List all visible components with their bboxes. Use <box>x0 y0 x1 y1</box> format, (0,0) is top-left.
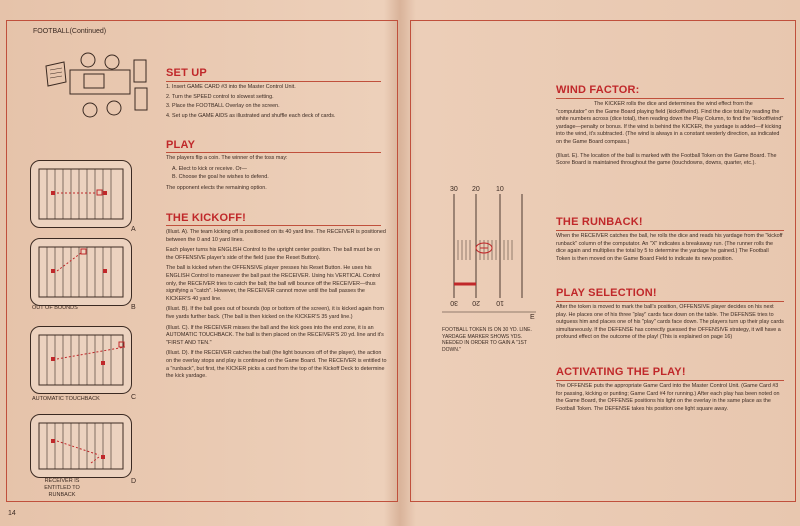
illustration-d-letter: D <box>131 478 137 485</box>
kickoff-heading: THE KICKOFF! <box>166 212 247 224</box>
wind-heading: WIND FACTOR: <box>556 84 640 96</box>
kickoff-para-5: (Illust. C). If the RECEIVER misses the ball and the kick goes into the end zone, it is an AUTOMATIC TOUCHBACK. The ball is then placed on the RECEIVER'S 20 yd. line and it's "FIRST AND TEN." <box>166 324 384 346</box>
board-bottom-10: 10 <box>496 299 504 306</box>
setup-illustration <box>40 40 150 128</box>
kickoff-para-2: Each player turns his ENGLISH Control to the upright center position. The ball must be on the OFFENSIVE player's side of the field (use the Reset Button). <box>166 247 381 261</box>
kickoff-rule <box>166 225 381 226</box>
wind-rule <box>556 98 784 99</box>
runback-rule <box>556 230 784 231</box>
illustration-b-caption: OUT OF BOUNDS <box>32 305 78 311</box>
play-option-a: A. Elect to kick or receive. Or— <box>172 165 247 172</box>
board-caption: FOOTBALL TOKEN IS ON 30 YD. LINE. YARDAGE MARKER SHOWS YDS. NEEDED IN ORDER TO GAIN A "1ST DOWN." <box>442 327 532 353</box>
kickoff-para-3: The ball is kicked when the OFFENSIVE player presses his Reset Button. He uses his ENGLISH Control to maneuver the ball past the RECEIVER. Using his VERTICAL Control only, the RECEIVER tries to catch the ball; the ball will bounce off the RECEIVER—thus signifying a "catch". However, the RECEIVER cannot move until the ball passes the KICKER'S 40 yard line. <box>166 265 381 302</box>
play-heading: PLAY <box>166 139 196 151</box>
left-page <box>0 0 398 526</box>
setup-step-4: 4. Set up the GAME AIDS as illustrated and shuffle each deck of cards. <box>166 112 336 119</box>
wind-paragraph: The KICKER rolls the dice and determines the wind effect from the "computator" on the Game Board playing field (kickoff/wind). Find the dice total by reading the white numbers across (dice total), then reading down the Play Column, to find the "kickoff/wind" yardage—penalty or bonus. If the wind is behind the KICKER, the yardage is added—if kicking into the wind, it's subtracted. (The wind is always in a constant westerly direction, as indicated on the Game Board compass.) <box>556 101 784 145</box>
board-top-10: 10 <box>496 186 504 193</box>
play-rule <box>166 152 381 153</box>
selection-text <box>556 304 784 345</box>
kickoff-text <box>166 229 388 384</box>
illustration-b-letter: B <box>131 304 136 311</box>
right-page <box>402 0 800 526</box>
selection-heading: PLAY SELECTION! <box>556 287 657 299</box>
game-board-illustration <box>432 180 542 320</box>
runback-text <box>556 233 784 266</box>
activating-paragraph: The OFFENSE puts the appropriate Game Card into the Master Control Unit. (Game Card #3 for passing, kicking or punting; Game Card #4 for running.) After each play has been noted on the Game Board, the OFFENSE positions his light on the overlay in the same place as the Football Token. The DEFENSE takes his position one light square away. <box>556 383 780 412</box>
board-letter: E <box>530 314 535 321</box>
runback-heading: THE RUNBACK! <box>556 216 643 228</box>
running-head: FOOTBALL(Continued) <box>33 28 107 35</box>
illustration-c-caption: AUTOMATIC TOUCHBACK <box>32 396 100 402</box>
illustration-b <box>30 238 132 306</box>
board-top-30: 30 <box>450 186 458 193</box>
setup-step-3: 3. Place the FOOTBALL Overlay on the screen. <box>166 103 280 110</box>
setup-steps <box>166 84 388 122</box>
illustration-c-letter: C <box>131 394 137 401</box>
play-intro: The players flip a coin. The winner of the toss may: <box>166 155 288 161</box>
illustration-a-letter: A <box>131 226 136 233</box>
illustration-a <box>30 160 132 228</box>
selection-paragraph: After the token is moved to mark the ball's position, OFFENSIVE player decides on his next play. He places one of his three "play" cards face down on the table. The DEFENSE tries to outguess him and places one of his "play" cards face down. The players turn up their play cards simultaneously. If the DEFENSE has correctly guessed the OFFENSIVE strategy, it will have a profound effect on the outcome of the play! (This is explained on page 16) <box>556 304 784 341</box>
setup-heading: SET UP <box>166 67 207 79</box>
play-option-b: B. Choose the goal he wishes to defend. <box>172 174 269 181</box>
kickoff-para-4: (Illust. B). If the ball goes out of bounds (top or bottom of the screen), it is kicked again from five yards further back. (The ball is then kicked on the KICKER'S 35 yard line.) <box>166 306 384 320</box>
runback-paragraph: When the RECEIVER catches the ball, he rolls the dice and reads his yardage from the "kickoff runback" column of the computator. An "X" indicates a breakaway run. (The runner rolls the dice again and multiplies the total by 5 to determine the yardage he gained.) The Football Token is then moved on the Game Board Field to indicate its new position. <box>556 233 783 262</box>
setup-rule <box>166 81 381 82</box>
setup-step-1: 1. Insert GAME CARD #3 into the Master Control Unit. <box>166 84 296 90</box>
kickoff-para-6: (Illust. D). If the RECEIVER catches the ball (the light bounces off of the player), the action on the overlay stops and play is continued on the Game Board. The RECEIVER is entitled to a "runback", but first, the KICKER picks a card from the top of the Kickoff Deck to determine the kick yardage. <box>166 350 387 380</box>
activating-text <box>556 383 784 416</box>
kickoff-para-1: (Illust. A). The team kicking off is positioned on its 40 yard line. The RECEIVER is positioned between the 0 and 10 yard lines. <box>166 229 386 243</box>
illustration-d-caption: RECEIVER IS ENTITLED TO RUNBACK <box>44 478 80 498</box>
wind-text <box>556 101 784 171</box>
page-number: 14 <box>8 510 16 517</box>
selection-rule <box>556 301 784 302</box>
wind-illust-e: (Illust. E). The location of the ball is marked with the Football Token on the Game Board. The Score Board is maintained throughout the game (touchdowns, downs, quarter, etc.). <box>556 152 777 167</box>
board-top-20: 20 <box>472 186 480 193</box>
illustration-d <box>30 414 132 478</box>
activating-rule <box>556 380 784 381</box>
play-text <box>166 155 388 195</box>
activating-heading: ACTIVATING THE PLAY! <box>556 366 686 378</box>
play-outro: The opponent elects the remaining option. <box>166 184 267 191</box>
illustration-c <box>30 326 132 394</box>
board-bottom-20: 20 <box>472 299 480 306</box>
board-bottom-30: 30 <box>450 299 458 306</box>
setup-step-2: 2. Turn the SPEED control to slowest setting. <box>166 93 274 100</box>
